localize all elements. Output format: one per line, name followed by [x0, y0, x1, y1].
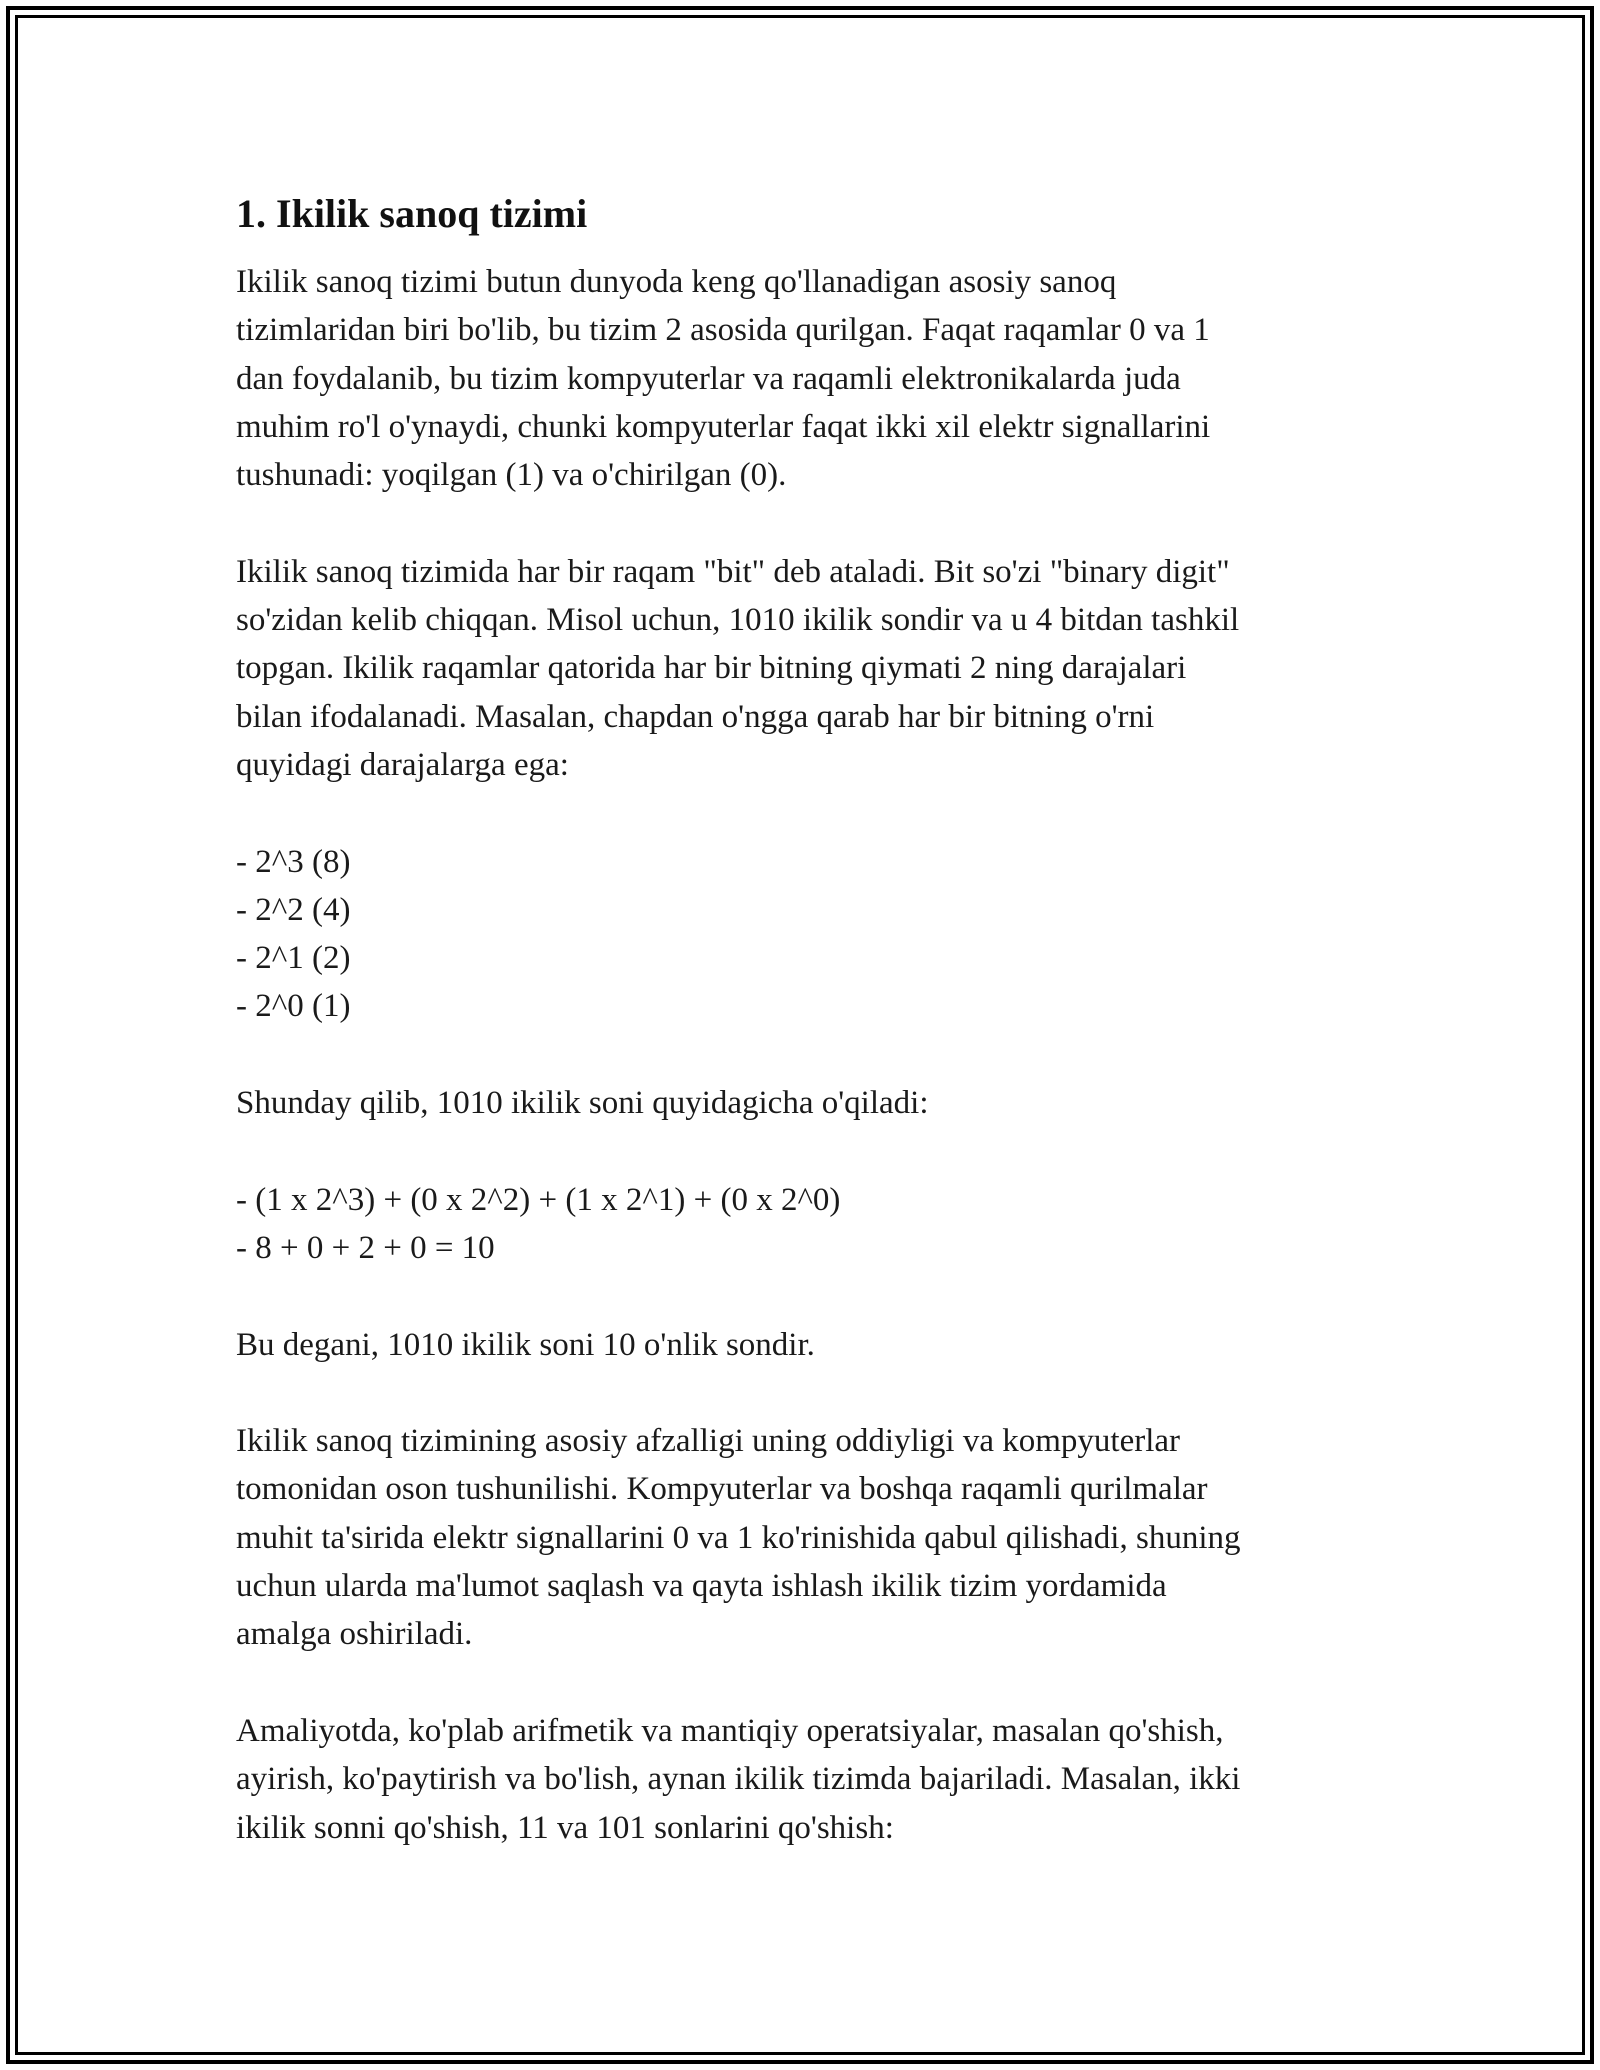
powers-list	[236, 838, 1366, 1031]
section-title: 1. Ikilik sanoq tizimi	[236, 191, 588, 236]
list-item: - 2^1 (2)	[236, 940, 351, 977]
paragraph-intro: Ikilik sanoq tizimi butun dunyoda keng qo'llanadigan asosiy sanoq tizimlaridan biri bo'lib, bu tizim 2 asosida qurilgan. Faqat raqamlar 0 va 1 dan foydalanib, bu tizim kompyuterlar va raqamli elektronikalarda juda muhim ro'l o'ynaydi, chunki kompyuterlar faqat ikki xil elektr signallarini tushunadi: yoqilgan (1) va o'chirilgan (0).	[236, 264, 1211, 494]
paragraph-meaning: Bu degani, 1010 ikilik soni 10 o'nlik sondir.	[236, 1326, 815, 1363]
list-item: - 2^3 (8)	[236, 843, 351, 880]
paragraph-bit-definition: Ikilik sanoq tizimida har bir raqam "bit" deb ataladi. Bit so'zi "binary digit" so'zidan kelib chiqqan. Misol uchun, 1010 ikilik sondir va u 4 bitdan tashkil topgan. Ikilik raqamlar qatorida har bir bitning qiymati 2 ning darajalari bilan ifodalanadi. Masalan, chapdan o'ngga qarab har bir bitning o'rni quyidagi darajalarga ega:	[236, 553, 1240, 783]
list-item: - 2^2 (4)	[236, 891, 351, 928]
list-item: - 8 + 0 + 2 + 0 = 10	[236, 1229, 495, 1266]
list-item: - 2^0 (1)	[236, 988, 351, 1025]
document-body	[236, 178, 1366, 1900]
calculation-list	[236, 1176, 1366, 1273]
list-item: - (1 x 2^3) + (0 x 2^2) + (1 x 2^1) + (0 x 2^0)	[236, 1181, 841, 1218]
paragraph-reading: Shunday qilib, 1010 ikilik soni quyidagicha o'qiladi:	[236, 1085, 929, 1122]
paragraph-advantage: Ikilik sanoq tizimining asosiy afzalligi uning oddiyligi va kompyuterlar tomonidan oson tushunilishi. Kompyuterlar va boshqa raqamli qurilmalar muhit ta'sirida elektr signallarini 0 va 1 ko'rinishida qabul qilishadi, shuning uchun ularda ma'lumot saqlash va qayta ishlash ikilik tizim yordamida amalga oshiriladi.	[236, 1423, 1241, 1653]
paragraph-practice: Amaliyotda, ko'plab arifmetik va mantiqiy operatsiyalar, masalan qo'shish, ayirish, ko'paytirish va bo'lish, aynan ikilik tizimda bajariladi. Masalan, ikki ikilik sonni qo'shish, 11 va 101 sonlarini qo'shish:	[236, 1712, 1241, 1846]
